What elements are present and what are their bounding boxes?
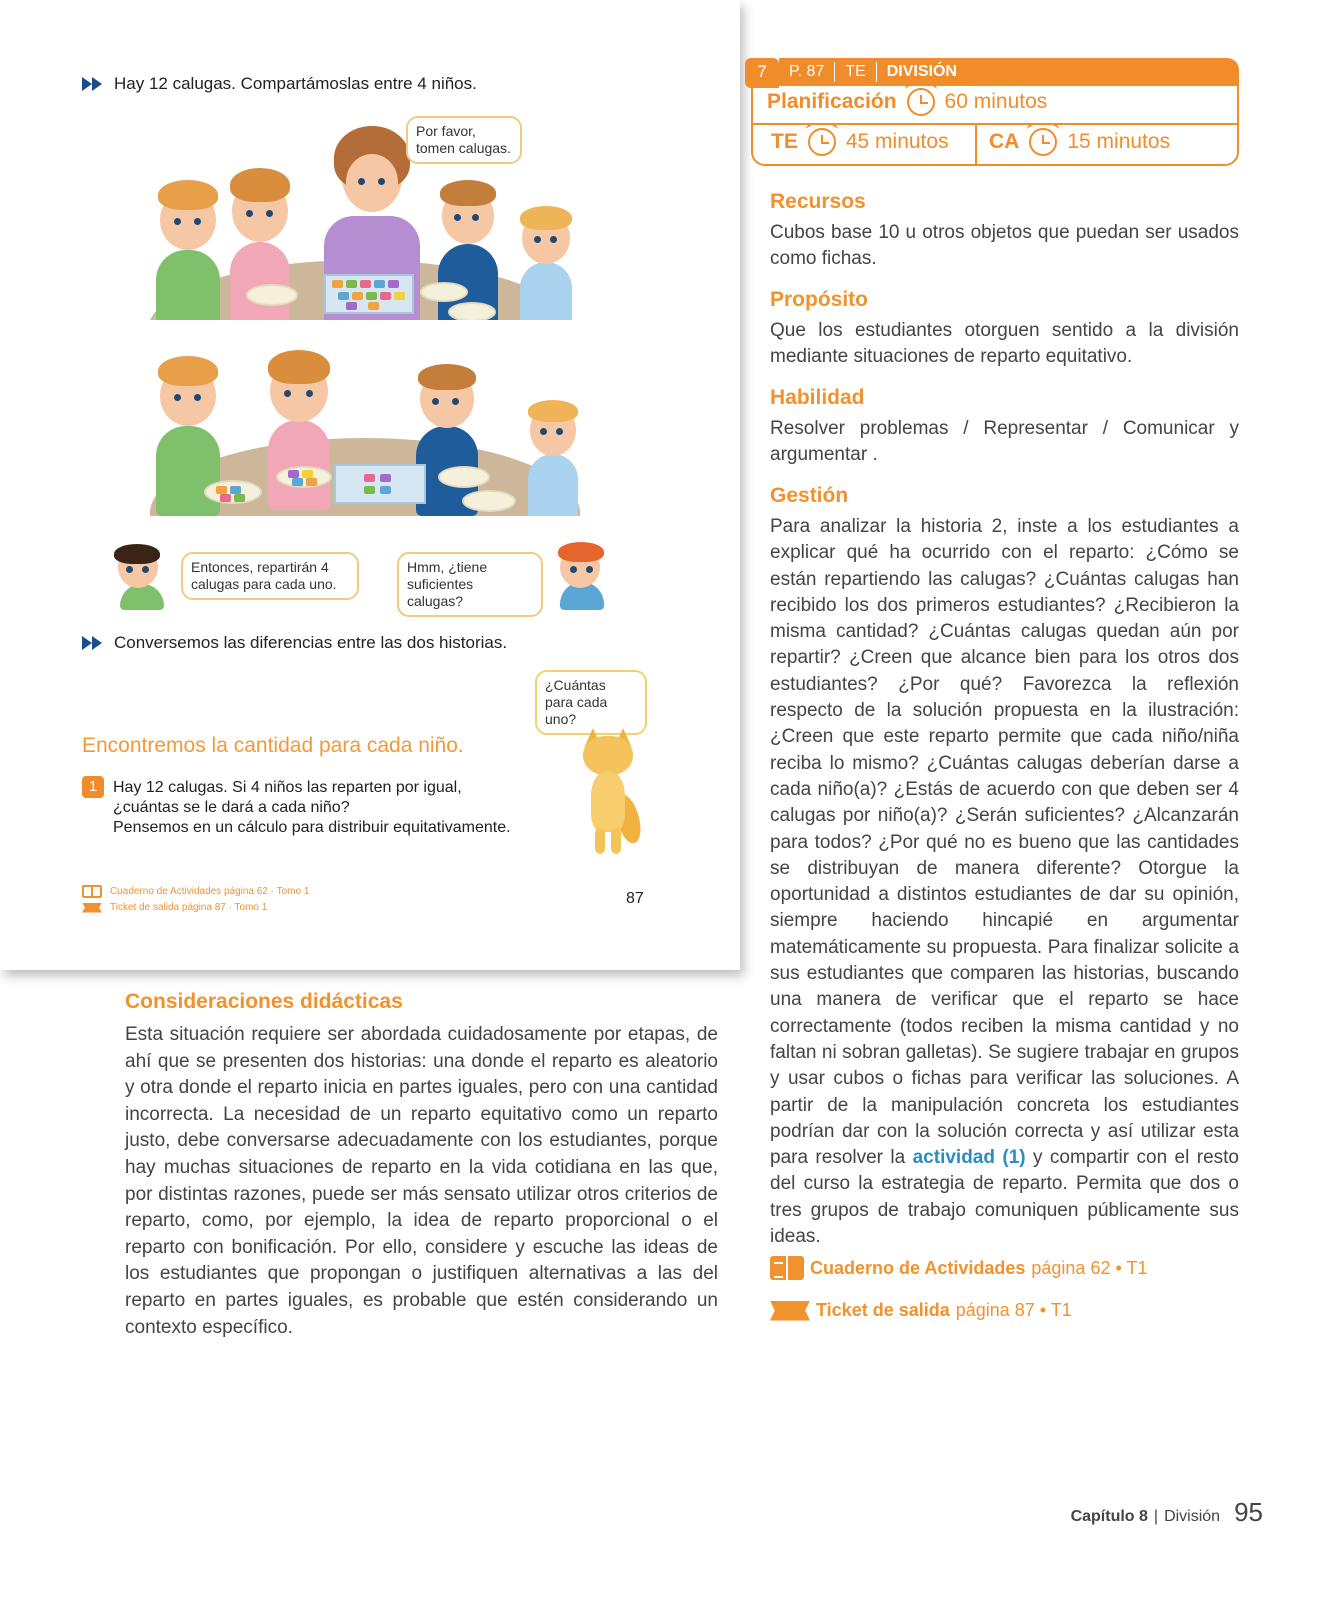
footnote-cuaderno bbox=[82, 885, 309, 898]
te-ref: TE bbox=[845, 63, 866, 80]
gestion-title: Gestión bbox=[770, 484, 849, 507]
lesson-number: 7 bbox=[745, 58, 779, 88]
exercise-line: Hay 12 calugas. Si 4 niños las reparten por igual, bbox=[113, 779, 462, 796]
speech-bubble-boy: Hmm, ¿tiene suficientes calugas? bbox=[397, 552, 543, 617]
ticket-icon bbox=[770, 1301, 810, 1321]
planificacion-time: 60 minutos bbox=[944, 90, 1048, 113]
cuaderno-label: Cuaderno de Actividades bbox=[810, 1257, 1026, 1278]
footnote-text: Ticket de salida página 87 · Tomo 1 bbox=[110, 902, 268, 913]
discuss-text: Conversemos las diferencias entre las dos historias. bbox=[114, 633, 508, 652]
topic-label: DIVISIÓN bbox=[886, 63, 957, 80]
book-icon bbox=[770, 1256, 804, 1280]
proposito-section bbox=[770, 288, 1239, 371]
gestion-text: y compartir con el resto del curso la estrategia de reparto. Permita que dos o tres grupos de trabajo comuniquen públicamente sus ideas. bbox=[770, 1147, 1239, 1248]
gestion-text: Para analizar la historia 2, inste a los estudiantes a explicar qué ha ocurrido con el reparto: ¿Cómo se están repartiendo las calugas? ¿Cuántas calugas han recibido los dos primeros estudiantes? ¿Recibieron la misma cantidad? ¿Cuántas calugas quedan aún por repartir? ¿Creen que alcance bien para los otros dos estudiantes? ¿Por qué? Favorezca la reflexión respecto de la solución propuesta en la ilustración: ¿Creen que este reparto permite que cada niño/niña reciba lo mismo? ¿Cuántas calugas deberían darse a cada niño(a)? ¿Estás de acuerdo con que deben ser 4 calugas por niño(a)? ¿Serán suficientes? ¿Alcanzarán para todos? ¿Por qué no es bueno que las cantidades se distribuyan de manera diferente? Otorgue la oportunidad a distintos estudiantes de dar su opinión, siempre haciendo hincapié en argumentar matemáticamente su propuesta. Para finalizar solicite a sus estudiantes que comparen las historias, buscando una manera de verificar que el reparto se hace correctamente (todos reciben la misma cantidad y no faltan ni sobran galletas). Se sugiere trabajar en grupos y usar cubos o fichas para verificar las soluciones. A partir de la manipulación concreta los estudiantes podrían dar con la solución correcta y así utilizar esta para resolver la bbox=[770, 516, 1239, 1169]
section-heading: Encontremos la cantidad para cada niño. bbox=[82, 734, 464, 757]
te-row bbox=[771, 128, 949, 156]
discuss-line bbox=[82, 633, 507, 653]
gestion-section bbox=[770, 484, 1239, 1250]
alarm-clock-icon bbox=[1029, 128, 1057, 156]
student-page bbox=[0, 0, 740, 970]
ca-row bbox=[989, 128, 1170, 156]
ca-time: 15 minutos bbox=[1067, 130, 1171, 153]
activity-link[interactable]: actividad (1) bbox=[912, 1147, 1026, 1169]
double-arrow-icon bbox=[82, 636, 102, 650]
fox-mascot bbox=[575, 728, 645, 858]
recursos-section bbox=[770, 190, 1239, 273]
gestion-body bbox=[770, 514, 1239, 1250]
consideraciones-section bbox=[125, 990, 718, 1341]
planificacion-label: Planificación bbox=[767, 90, 897, 113]
ticket-label: Ticket de salida bbox=[816, 1300, 950, 1320]
book-icon bbox=[82, 885, 102, 898]
exercise-text bbox=[113, 778, 511, 838]
planning-box bbox=[745, 58, 1239, 166]
te-label: TE bbox=[771, 130, 798, 153]
student-page-number: 87 bbox=[626, 890, 644, 907]
recursos-title: Recursos bbox=[770, 190, 866, 213]
cuaderno-reference bbox=[770, 1256, 1147, 1280]
page-footer: Capítulo 8 | División 95 bbox=[1070, 1497, 1263, 1527]
cuaderno-page: página 62 • T1 bbox=[1031, 1257, 1148, 1278]
proposito-body: Que los estudiantes otorguen sentido a la división mediante situaciones de reparto equitativo. bbox=[770, 320, 1239, 368]
chapter-label: Capítulo 8 bbox=[1070, 1508, 1148, 1525]
speech-bubble-teacher: Por favor, tomen calugas. bbox=[406, 116, 522, 164]
ticket-icon bbox=[82, 903, 102, 913]
ticket-reference bbox=[770, 1300, 1072, 1321]
alarm-clock-icon bbox=[907, 88, 935, 116]
consideraciones-title: Consideraciones didácticas bbox=[125, 990, 403, 1013]
intro-line bbox=[82, 74, 477, 94]
ticket-page: página 87 • T1 bbox=[955, 1300, 1072, 1320]
planificacion-row bbox=[767, 88, 1047, 116]
page-ref: P. 87 bbox=[789, 63, 825, 80]
habilidad-body: Resolver problemas / Representar / Comunicar y argumentar . bbox=[770, 418, 1239, 466]
exercise-line: Pensemos en un cálculo para distribuir equitativamente. bbox=[113, 819, 511, 836]
consideraciones-body: Esta situación requiere ser abordada cuidadosamente por etapas, de ahí que se presenten dos historias: una donde el reparto es aleatorio y otra donde el reparto inicia en partes iguales, pero con una cantidad incorrecta. La necesidad de un reparto equitativo como un reparto justo, debe conversarse adecuadamente con los estudiantes, porque hay muchas situaciones de reparto en la vida cotidiana en las que, por distintas razones, puede ser más sensato utilizar otros criterios de reparto, como, por ejemplo, la idea de reparto proporcional o el reparto con bonificación. Por ello, considere y escuche las ideas de los estudiantes que propongan o justifiquen alternativas a las del reparto en partes iguales, es probable que estén considerando un contexto específico. bbox=[125, 1024, 718, 1338]
proposito-title: Propósito bbox=[770, 288, 868, 311]
page-number: 95 bbox=[1234, 1497, 1263, 1527]
footnote-ticket bbox=[82, 902, 267, 913]
chapter-topic: División bbox=[1164, 1508, 1221, 1525]
recursos-body: Cubos base 10 u otros objetos que puedan ser usados como fichas. bbox=[770, 222, 1239, 270]
te-time: 45 minutos bbox=[845, 130, 949, 153]
double-arrow-icon bbox=[82, 77, 102, 91]
habilidad-title: Habilidad bbox=[770, 386, 865, 409]
speech-bubble-fox: ¿Cuántas para cada uno? bbox=[535, 670, 647, 735]
illustration-story-2 bbox=[150, 350, 580, 516]
habilidad-section bbox=[770, 386, 1239, 469]
footnote-text: Cuaderno de Actividades página 62 · Tomo 1 bbox=[110, 886, 310, 897]
exercise-number: 1 bbox=[82, 776, 104, 798]
speech-bubble-girl: Entonces, repartirán 4 calugas para cada uno. bbox=[181, 552, 359, 600]
exercise-line: ¿cuántas se le dará a cada niño? bbox=[113, 799, 350, 816]
alarm-clock-icon bbox=[808, 128, 836, 156]
ca-label: CA bbox=[989, 130, 1020, 153]
planning-header bbox=[779, 58, 1239, 86]
intro-text: Hay 12 calugas. Compartámoslas entre 4 niños. bbox=[114, 74, 477, 93]
